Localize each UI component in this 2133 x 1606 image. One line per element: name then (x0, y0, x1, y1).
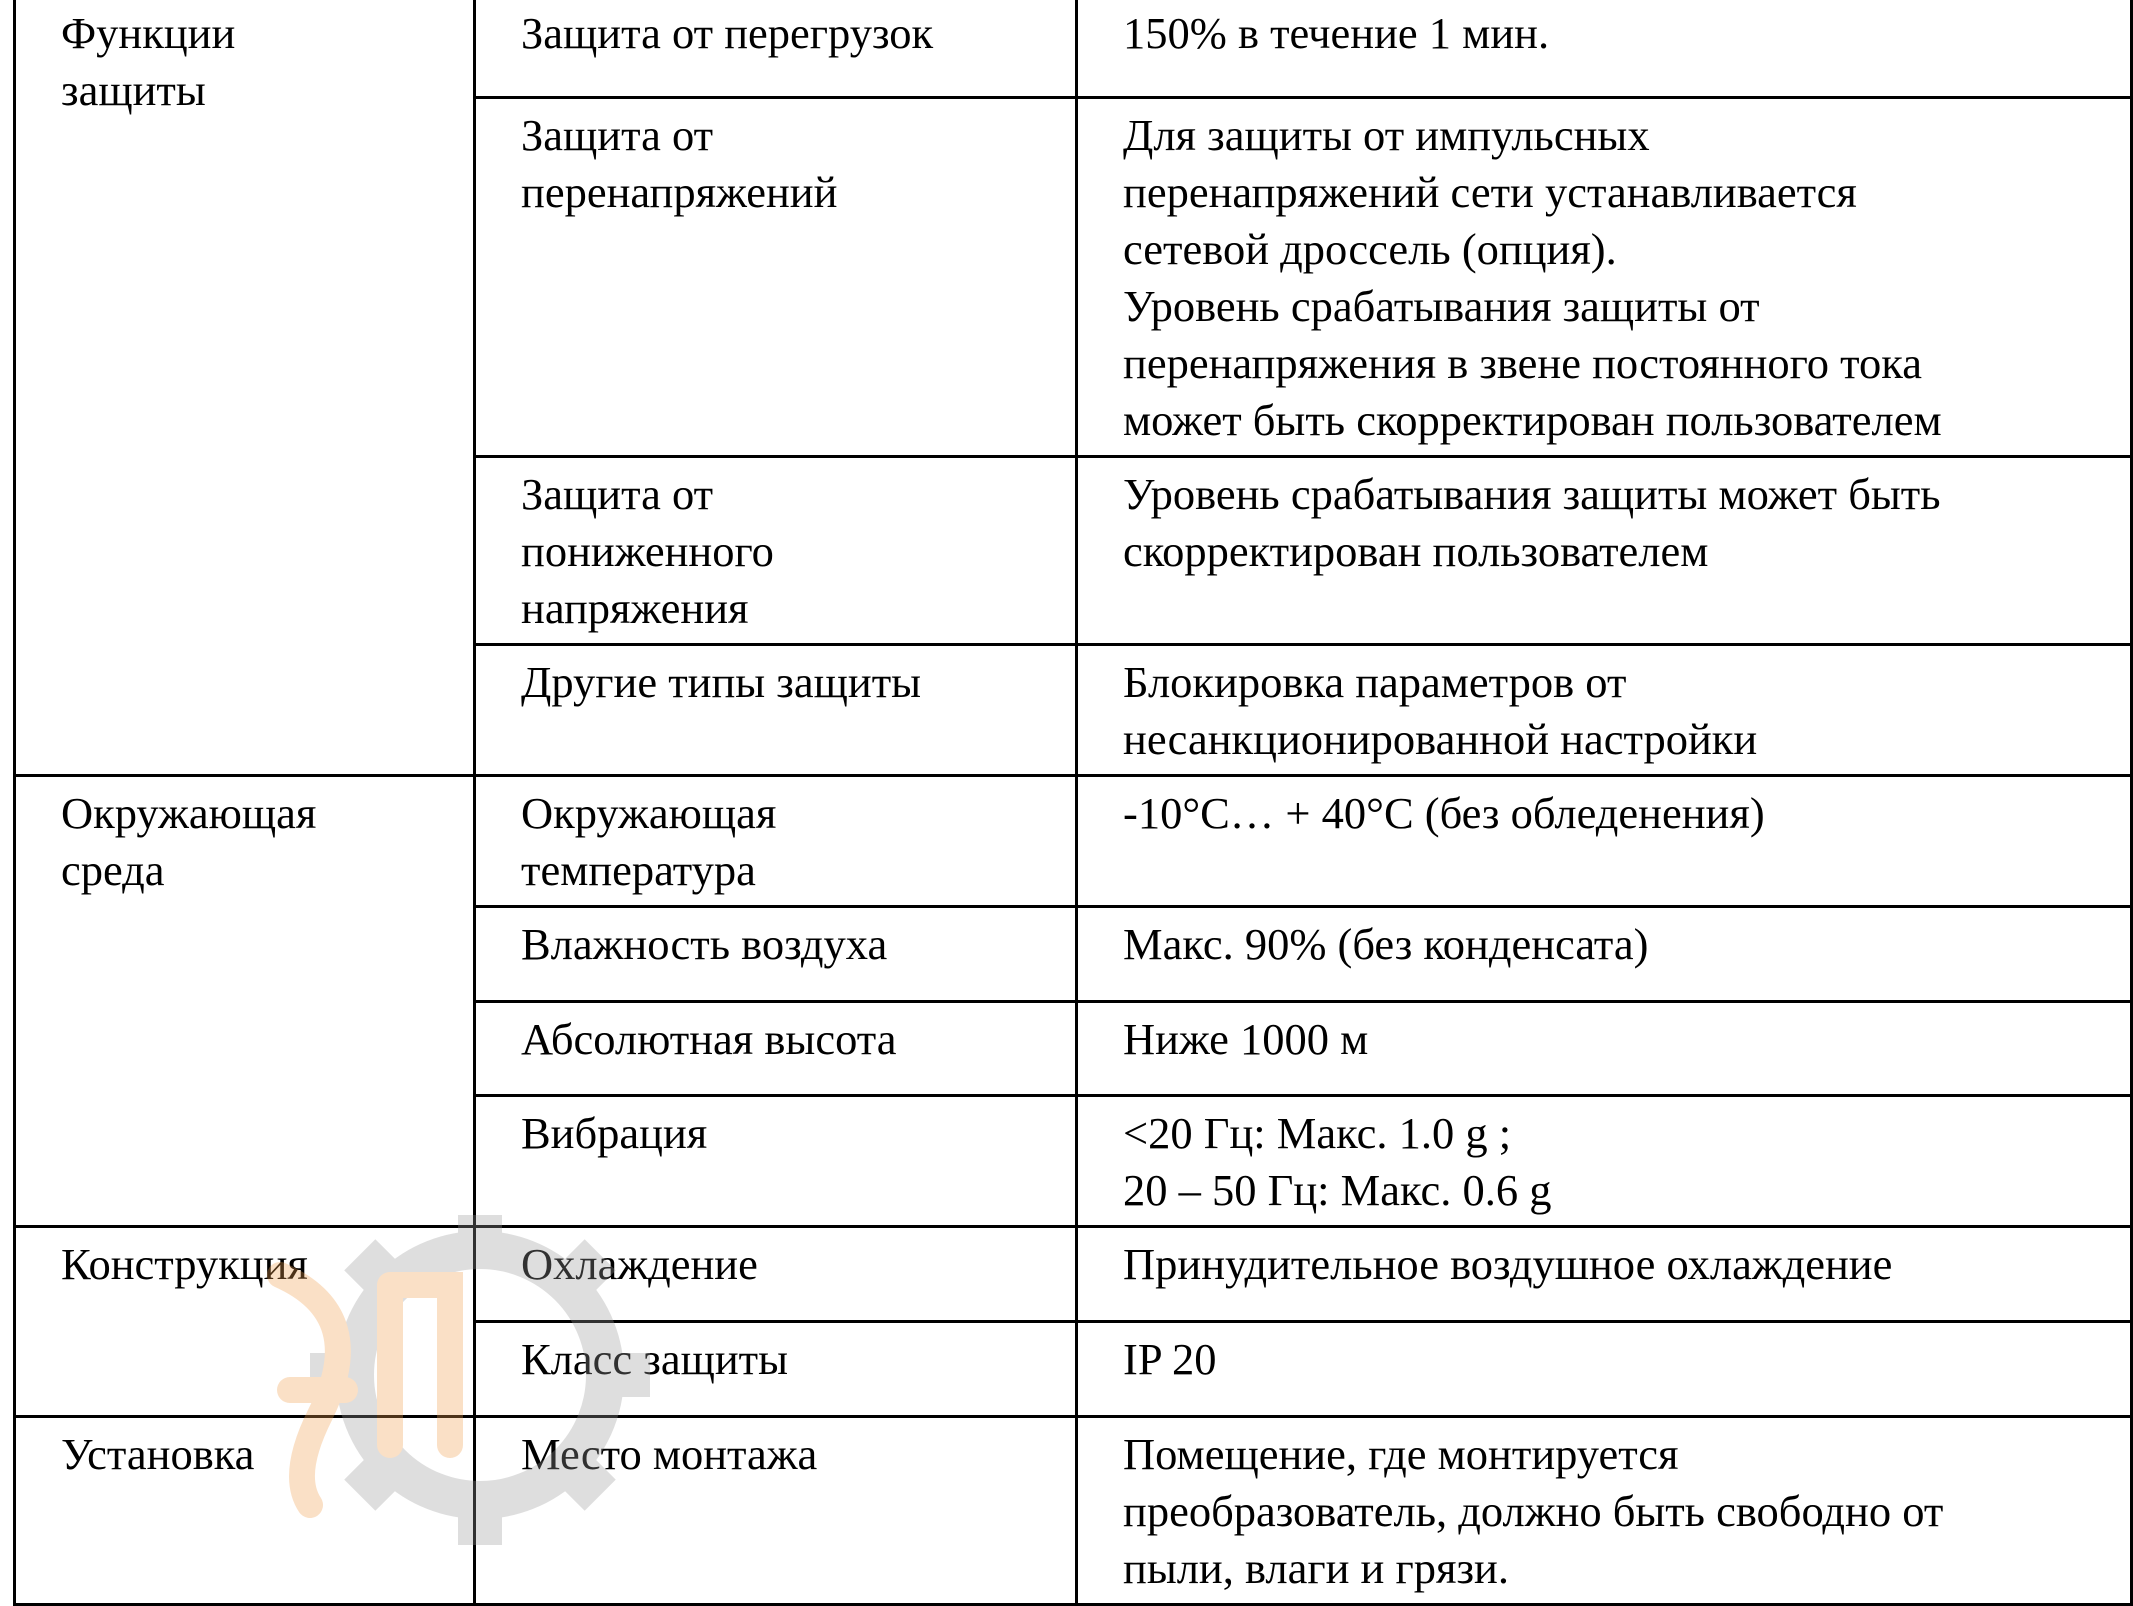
value-cell: Принудительное воздушное охлаждение (1077, 1227, 2132, 1322)
value-cell: Ниже 1000 м (1077, 1002, 2132, 1096)
value-cell: Макс. 90% (без конденсата) (1077, 907, 2132, 1002)
value-cell: Блокировка параметров от несанкционированной настройки (1077, 645, 2132, 776)
parameter-cell: Влажность воздуха (475, 907, 1077, 1002)
category-cell: Окружающая среда (15, 776, 475, 1227)
specifications-table (13, 0, 2133, 1606)
category-cell: Функции защиты (15, 0, 475, 776)
category-cell: Конструкция (15, 1227, 475, 1417)
table-row (15, 1227, 2132, 1322)
value-cell: <20 Гц: Макс. 1.0 g ; 20 – 50 Гц: Макс. 0.6 g (1077, 1096, 2132, 1227)
parameter-cell: Вибрация (475, 1096, 1077, 1227)
table-row (15, 1417, 2132, 1605)
value-cell: Помещение, где монтируется преобразователь, должно быть свободно от пыли, влаги и грязи. (1077, 1417, 2132, 1605)
value-cell: Для защиты от импульсных перенапряжений сети устанавливается сетевой дроссель (опция). Уровень срабатывания защиты от перенапряжения в звене постоянного тока может быть скорректирован пользователем (1077, 98, 2132, 457)
value-cell: IP 20 (1077, 1322, 2132, 1417)
parameter-cell: Окружающая температура (475, 776, 1077, 907)
value-cell: Уровень срабатывания защиты может быть скорректирован пользователем (1077, 457, 2132, 645)
parameter-cell: Абсолютная высота (475, 1002, 1077, 1096)
parameter-cell: Охлаждение (475, 1227, 1077, 1322)
parameter-cell: Защита от перенапряжений (475, 98, 1077, 457)
parameter-cell: Другие типы защиты (475, 645, 1077, 776)
parameter-cell: Защита от пониженного напряжения (475, 457, 1077, 645)
table-row (15, 0, 2132, 98)
parameter-cell: Место монтажа (475, 1417, 1077, 1605)
value-cell: 150% в течение 1 мин. (1077, 0, 2132, 98)
category-cell: Установка (15, 1417, 475, 1605)
parameter-cell: Защита от перегрузок (475, 0, 1077, 98)
table-row (15, 776, 2132, 907)
parameter-cell: Класс защиты (475, 1322, 1077, 1417)
value-cell: -10°С… + 40°С (без обледенения) (1077, 776, 2132, 907)
